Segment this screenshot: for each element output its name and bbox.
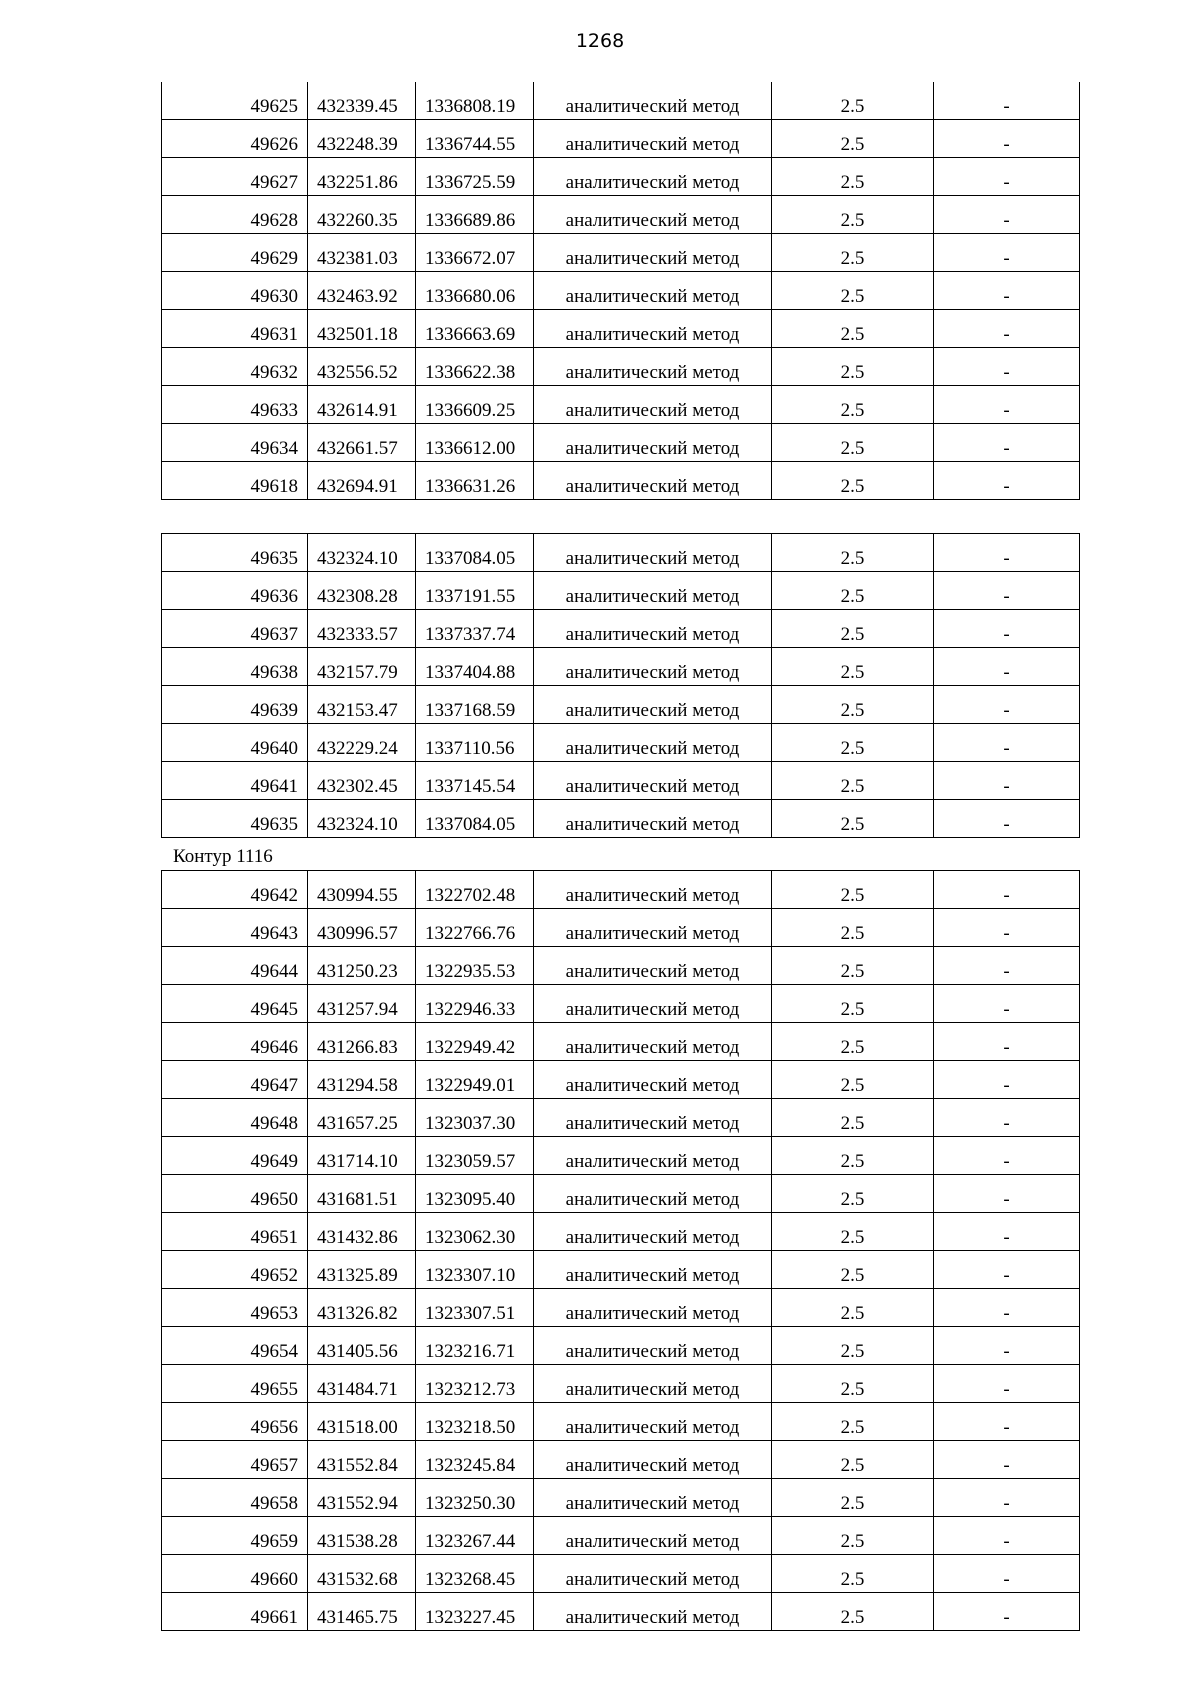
y-coordinate-cell: 1337168.59 bbox=[416, 686, 534, 724]
method-cell: аналитический метод bbox=[534, 1023, 772, 1061]
accuracy-cell: 2.5 bbox=[772, 1479, 934, 1517]
point-number-cell: 49642 bbox=[162, 871, 308, 909]
method-cell: аналитический метод bbox=[534, 1517, 772, 1555]
method-cell: аналитический метод bbox=[534, 386, 772, 424]
table-row bbox=[162, 1327, 1080, 1365]
x-coordinate-cell: 431405.56 bbox=[308, 1327, 416, 1365]
y-coordinate-cell: 1336672.07 bbox=[416, 234, 534, 272]
x-coordinate-cell: 431681.51 bbox=[308, 1175, 416, 1213]
y-coordinate-cell: 1336612.00 bbox=[416, 424, 534, 462]
y-coordinate-cell: 1336663.69 bbox=[416, 310, 534, 348]
note-cell: - bbox=[934, 1403, 1080, 1441]
point-number-cell: 49659 bbox=[162, 1517, 308, 1555]
y-coordinate-cell: 1336744.55 bbox=[416, 120, 534, 158]
method-cell: аналитический метод bbox=[534, 348, 772, 386]
method-cell: аналитический метод bbox=[534, 234, 772, 272]
accuracy-cell: 2.5 bbox=[772, 534, 934, 572]
note-cell: - bbox=[934, 1441, 1080, 1479]
x-coordinate-cell: 431714.10 bbox=[308, 1137, 416, 1175]
note-cell: - bbox=[934, 800, 1080, 838]
method-cell: аналитический метод bbox=[534, 158, 772, 196]
y-coordinate-cell: 1337145.54 bbox=[416, 762, 534, 800]
method-cell: аналитический метод bbox=[534, 1555, 772, 1593]
y-coordinate-cell: 1336680.06 bbox=[416, 272, 534, 310]
point-number-cell: 49660 bbox=[162, 1555, 308, 1593]
note-cell: - bbox=[934, 762, 1080, 800]
point-number-cell: 49647 bbox=[162, 1061, 308, 1099]
table-row bbox=[162, 120, 1080, 158]
note-cell: - bbox=[934, 82, 1080, 120]
table-row bbox=[162, 947, 1080, 985]
point-number-cell: 49655 bbox=[162, 1365, 308, 1403]
note-cell: - bbox=[934, 348, 1080, 386]
y-coordinate-cell: 1336808.19 bbox=[416, 82, 534, 120]
point-number-cell: 49657 bbox=[162, 1441, 308, 1479]
accuracy-cell: 2.5 bbox=[772, 1061, 934, 1099]
x-coordinate-cell: 432308.28 bbox=[308, 572, 416, 610]
table-row bbox=[162, 1441, 1080, 1479]
method-cell: аналитический метод bbox=[534, 909, 772, 947]
note-cell: - bbox=[934, 648, 1080, 686]
x-coordinate-cell: 432251.86 bbox=[308, 158, 416, 196]
method-cell: аналитический метод bbox=[534, 462, 772, 500]
accuracy-cell: 2.5 bbox=[772, 1137, 934, 1175]
accuracy-cell: 2.5 bbox=[772, 1441, 934, 1479]
x-coordinate-cell: 432229.24 bbox=[308, 724, 416, 762]
x-coordinate-cell: 432381.03 bbox=[308, 234, 416, 272]
point-number-cell: 49643 bbox=[162, 909, 308, 947]
point-number-cell: 49627 bbox=[162, 158, 308, 196]
note-cell: - bbox=[934, 871, 1080, 909]
note-cell: - bbox=[934, 1213, 1080, 1251]
note-cell: - bbox=[934, 909, 1080, 947]
note-cell: - bbox=[934, 1023, 1080, 1061]
method-cell: аналитический метод bbox=[534, 947, 772, 985]
y-coordinate-cell: 1322766.76 bbox=[416, 909, 534, 947]
accuracy-cell: 2.5 bbox=[772, 985, 934, 1023]
point-number-cell: 49661 bbox=[162, 1593, 308, 1631]
note-cell: - bbox=[934, 1593, 1080, 1631]
table-row bbox=[162, 909, 1080, 947]
y-coordinate-cell: 1337191.55 bbox=[416, 572, 534, 610]
point-number-cell: 49649 bbox=[162, 1137, 308, 1175]
note-cell: - bbox=[934, 1175, 1080, 1213]
table-row bbox=[162, 1175, 1080, 1213]
accuracy-cell: 2.5 bbox=[772, 348, 934, 386]
table-row bbox=[162, 1213, 1080, 1251]
x-coordinate-cell: 431538.28 bbox=[308, 1517, 416, 1555]
y-coordinate-cell: 1323307.51 bbox=[416, 1289, 534, 1327]
coordinates-table-1 bbox=[161, 82, 1080, 500]
x-coordinate-cell: 431326.82 bbox=[308, 1289, 416, 1327]
x-coordinate-cell: 431465.75 bbox=[308, 1593, 416, 1631]
point-number-cell: 49653 bbox=[162, 1289, 308, 1327]
accuracy-cell: 2.5 bbox=[772, 1251, 934, 1289]
table-row bbox=[162, 424, 1080, 462]
point-number-cell: 49637 bbox=[162, 610, 308, 648]
point-number-cell: 49633 bbox=[162, 386, 308, 424]
table-row bbox=[162, 462, 1080, 500]
x-coordinate-cell: 432248.39 bbox=[308, 120, 416, 158]
y-coordinate-cell: 1323268.45 bbox=[416, 1555, 534, 1593]
accuracy-cell: 2.5 bbox=[772, 686, 934, 724]
point-number-cell: 49656 bbox=[162, 1403, 308, 1441]
y-coordinate-cell: 1337404.88 bbox=[416, 648, 534, 686]
method-cell: аналитический метод bbox=[534, 686, 772, 724]
coordinates-table-2 bbox=[161, 533, 1080, 838]
table-row bbox=[162, 1593, 1080, 1631]
x-coordinate-cell: 432501.18 bbox=[308, 310, 416, 348]
accuracy-cell: 2.5 bbox=[772, 1289, 934, 1327]
table-row bbox=[162, 800, 1080, 838]
x-coordinate-cell: 430994.55 bbox=[308, 871, 416, 909]
accuracy-cell: 2.5 bbox=[772, 800, 934, 838]
x-coordinate-cell: 432463.92 bbox=[308, 272, 416, 310]
note-cell: - bbox=[934, 610, 1080, 648]
accuracy-cell: 2.5 bbox=[772, 610, 934, 648]
note-cell: - bbox=[934, 686, 1080, 724]
method-cell: аналитический метод bbox=[534, 120, 772, 158]
x-coordinate-cell: 431266.83 bbox=[308, 1023, 416, 1061]
accuracy-cell: 2.5 bbox=[772, 1099, 934, 1137]
y-coordinate-cell: 1336631.26 bbox=[416, 462, 534, 500]
x-coordinate-cell: 432339.45 bbox=[308, 82, 416, 120]
point-number-cell: 49626 bbox=[162, 120, 308, 158]
y-coordinate-cell: 1322946.33 bbox=[416, 985, 534, 1023]
y-coordinate-cell: 1323212.73 bbox=[416, 1365, 534, 1403]
y-coordinate-cell: 1323250.30 bbox=[416, 1479, 534, 1517]
method-cell: аналитический метод bbox=[534, 724, 772, 762]
x-coordinate-cell: 431552.94 bbox=[308, 1479, 416, 1517]
point-number-cell: 49658 bbox=[162, 1479, 308, 1517]
accuracy-cell: 2.5 bbox=[772, 724, 934, 762]
point-number-cell: 49628 bbox=[162, 196, 308, 234]
accuracy-cell: 2.5 bbox=[772, 82, 934, 120]
note-cell: - bbox=[934, 424, 1080, 462]
table-row bbox=[162, 610, 1080, 648]
point-number-cell: 49625 bbox=[162, 82, 308, 120]
note-cell: - bbox=[934, 985, 1080, 1023]
x-coordinate-cell: 431250.23 bbox=[308, 947, 416, 985]
accuracy-cell: 2.5 bbox=[772, 462, 934, 500]
method-cell: аналитический метод bbox=[534, 534, 772, 572]
x-coordinate-cell: 432556.52 bbox=[308, 348, 416, 386]
method-cell: аналитический метод bbox=[534, 1137, 772, 1175]
note-cell: - bbox=[934, 310, 1080, 348]
y-coordinate-cell: 1337084.05 bbox=[416, 800, 534, 838]
table-row bbox=[162, 234, 1080, 272]
point-number-cell: 49636 bbox=[162, 572, 308, 610]
method-cell: аналитический метод bbox=[534, 648, 772, 686]
y-coordinate-cell: 1323216.71 bbox=[416, 1327, 534, 1365]
contour-label: Контур 1116 bbox=[173, 846, 273, 867]
y-coordinate-cell: 1323267.44 bbox=[416, 1517, 534, 1555]
note-cell: - bbox=[934, 947, 1080, 985]
x-coordinate-cell: 431552.84 bbox=[308, 1441, 416, 1479]
accuracy-cell: 2.5 bbox=[772, 871, 934, 909]
note-cell: - bbox=[934, 462, 1080, 500]
point-number-cell: 49635 bbox=[162, 800, 308, 838]
y-coordinate-cell: 1323227.45 bbox=[416, 1593, 534, 1631]
point-number-cell: 49631 bbox=[162, 310, 308, 348]
accuracy-cell: 2.5 bbox=[772, 1175, 934, 1213]
point-number-cell: 49638 bbox=[162, 648, 308, 686]
table-row bbox=[162, 348, 1080, 386]
point-number-cell: 49640 bbox=[162, 724, 308, 762]
note-cell: - bbox=[934, 1555, 1080, 1593]
table-row bbox=[162, 310, 1080, 348]
note-cell: - bbox=[934, 1289, 1080, 1327]
point-number-cell: 49629 bbox=[162, 234, 308, 272]
method-cell: аналитический метод bbox=[534, 1251, 772, 1289]
x-coordinate-cell: 431518.00 bbox=[308, 1403, 416, 1441]
table-row bbox=[162, 534, 1080, 572]
accuracy-cell: 2.5 bbox=[772, 1555, 934, 1593]
table-row bbox=[162, 762, 1080, 800]
table-row bbox=[162, 272, 1080, 310]
y-coordinate-cell: 1323059.57 bbox=[416, 1137, 534, 1175]
point-number-cell: 49632 bbox=[162, 348, 308, 386]
accuracy-cell: 2.5 bbox=[772, 310, 934, 348]
point-number-cell: 49618 bbox=[162, 462, 308, 500]
method-cell: аналитический метод bbox=[534, 572, 772, 610]
table-row bbox=[162, 1403, 1080, 1441]
y-coordinate-cell: 1323307.10 bbox=[416, 1251, 534, 1289]
point-number-cell: 49652 bbox=[162, 1251, 308, 1289]
accuracy-cell: 2.5 bbox=[772, 234, 934, 272]
method-cell: аналитический метод bbox=[534, 1289, 772, 1327]
y-coordinate-cell: 1336689.86 bbox=[416, 196, 534, 234]
accuracy-cell: 2.5 bbox=[772, 424, 934, 462]
y-coordinate-cell: 1323245.84 bbox=[416, 1441, 534, 1479]
x-coordinate-cell: 431432.86 bbox=[308, 1213, 416, 1251]
table-row bbox=[162, 1023, 1080, 1061]
table-row bbox=[162, 1099, 1080, 1137]
method-cell: аналитический метод bbox=[534, 1479, 772, 1517]
y-coordinate-cell: 1322702.48 bbox=[416, 871, 534, 909]
table-row bbox=[162, 1365, 1080, 1403]
method-cell: аналитический метод bbox=[534, 1061, 772, 1099]
x-coordinate-cell: 432324.10 bbox=[308, 800, 416, 838]
table-row bbox=[162, 572, 1080, 610]
note-cell: - bbox=[934, 234, 1080, 272]
note-cell: - bbox=[934, 1365, 1080, 1403]
y-coordinate-cell: 1323037.30 bbox=[416, 1099, 534, 1137]
accuracy-cell: 2.5 bbox=[772, 1023, 934, 1061]
method-cell: аналитический метод bbox=[534, 985, 772, 1023]
y-coordinate-cell: 1336622.38 bbox=[416, 348, 534, 386]
table-row bbox=[162, 1251, 1080, 1289]
y-coordinate-cell: 1337337.74 bbox=[416, 610, 534, 648]
method-cell: аналитический метод bbox=[534, 310, 772, 348]
x-coordinate-cell: 432324.10 bbox=[308, 534, 416, 572]
accuracy-cell: 2.5 bbox=[772, 1365, 934, 1403]
method-cell: аналитический метод bbox=[534, 272, 772, 310]
note-cell: - bbox=[934, 1517, 1080, 1555]
accuracy-cell: 2.5 bbox=[772, 272, 934, 310]
accuracy-cell: 2.5 bbox=[772, 572, 934, 610]
method-cell: аналитический метод bbox=[534, 610, 772, 648]
note-cell: - bbox=[934, 1251, 1080, 1289]
table-row bbox=[162, 871, 1080, 909]
table-row bbox=[162, 386, 1080, 424]
note-cell: - bbox=[934, 196, 1080, 234]
point-number-cell: 49634 bbox=[162, 424, 308, 462]
y-coordinate-cell: 1323218.50 bbox=[416, 1403, 534, 1441]
table-row bbox=[162, 686, 1080, 724]
note-cell: - bbox=[934, 272, 1080, 310]
table-row bbox=[162, 1517, 1080, 1555]
accuracy-cell: 2.5 bbox=[772, 1593, 934, 1631]
x-coordinate-cell: 431257.94 bbox=[308, 985, 416, 1023]
note-cell: - bbox=[934, 534, 1080, 572]
x-coordinate-cell: 431484.71 bbox=[308, 1365, 416, 1403]
note-cell: - bbox=[934, 158, 1080, 196]
note-cell: - bbox=[934, 1061, 1080, 1099]
method-cell: аналитический метод bbox=[534, 1099, 772, 1137]
method-cell: аналитический метод bbox=[534, 424, 772, 462]
note-cell: - bbox=[934, 724, 1080, 762]
accuracy-cell: 2.5 bbox=[772, 196, 934, 234]
method-cell: аналитический метод bbox=[534, 800, 772, 838]
x-coordinate-cell: 432333.57 bbox=[308, 610, 416, 648]
point-number-cell: 49635 bbox=[162, 534, 308, 572]
table-row bbox=[162, 196, 1080, 234]
x-coordinate-cell: 432153.47 bbox=[308, 686, 416, 724]
x-coordinate-cell: 430996.57 bbox=[308, 909, 416, 947]
table-row bbox=[162, 985, 1080, 1023]
y-coordinate-cell: 1322949.01 bbox=[416, 1061, 534, 1099]
point-number-cell: 49650 bbox=[162, 1175, 308, 1213]
method-cell: аналитический метод bbox=[534, 1365, 772, 1403]
method-cell: аналитический метод bbox=[534, 1441, 772, 1479]
point-number-cell: 49648 bbox=[162, 1099, 308, 1137]
accuracy-cell: 2.5 bbox=[772, 120, 934, 158]
accuracy-cell: 2.5 bbox=[772, 1517, 934, 1555]
y-coordinate-cell: 1322949.42 bbox=[416, 1023, 534, 1061]
table-row bbox=[162, 724, 1080, 762]
accuracy-cell: 2.5 bbox=[772, 1327, 934, 1365]
note-cell: - bbox=[934, 572, 1080, 610]
x-coordinate-cell: 432694.91 bbox=[308, 462, 416, 500]
coordinates-table-contour-1116 bbox=[161, 870, 1080, 1631]
x-coordinate-cell: 432157.79 bbox=[308, 648, 416, 686]
table-row bbox=[162, 1555, 1080, 1593]
accuracy-cell: 2.5 bbox=[772, 947, 934, 985]
table-row bbox=[162, 1137, 1080, 1175]
method-cell: аналитический метод bbox=[534, 1593, 772, 1631]
table-row bbox=[162, 158, 1080, 196]
x-coordinate-cell: 432661.57 bbox=[308, 424, 416, 462]
point-number-cell: 49654 bbox=[162, 1327, 308, 1365]
y-coordinate-cell: 1323062.30 bbox=[416, 1213, 534, 1251]
note-cell: - bbox=[934, 386, 1080, 424]
x-coordinate-cell: 431294.58 bbox=[308, 1061, 416, 1099]
x-coordinate-cell: 432302.45 bbox=[308, 762, 416, 800]
accuracy-cell: 2.5 bbox=[772, 158, 934, 196]
x-coordinate-cell: 431532.68 bbox=[308, 1555, 416, 1593]
method-cell: аналитический метод bbox=[534, 82, 772, 120]
method-cell: аналитический метод bbox=[534, 762, 772, 800]
table-row bbox=[162, 1479, 1080, 1517]
note-cell: - bbox=[934, 120, 1080, 158]
accuracy-cell: 2.5 bbox=[772, 386, 934, 424]
method-cell: аналитический метод bbox=[534, 1175, 772, 1213]
point-number-cell: 49630 bbox=[162, 272, 308, 310]
x-coordinate-cell: 432260.35 bbox=[308, 196, 416, 234]
accuracy-cell: 2.5 bbox=[772, 1403, 934, 1441]
y-coordinate-cell: 1337110.56 bbox=[416, 724, 534, 762]
x-coordinate-cell: 432614.91 bbox=[308, 386, 416, 424]
y-coordinate-cell: 1336609.25 bbox=[416, 386, 534, 424]
y-coordinate-cell: 1336725.59 bbox=[416, 158, 534, 196]
point-number-cell: 49651 bbox=[162, 1213, 308, 1251]
table-row bbox=[162, 1289, 1080, 1327]
method-cell: аналитический метод bbox=[534, 1403, 772, 1441]
point-number-cell: 49645 bbox=[162, 985, 308, 1023]
point-number-cell: 49644 bbox=[162, 947, 308, 985]
method-cell: аналитический метод bbox=[534, 1327, 772, 1365]
accuracy-cell: 2.5 bbox=[772, 762, 934, 800]
table-row bbox=[162, 1061, 1080, 1099]
note-cell: - bbox=[934, 1327, 1080, 1365]
note-cell: - bbox=[934, 1137, 1080, 1175]
method-cell: аналитический метод bbox=[534, 196, 772, 234]
table-row bbox=[162, 82, 1080, 120]
y-coordinate-cell: 1337084.05 bbox=[416, 534, 534, 572]
method-cell: аналитический метод bbox=[534, 871, 772, 909]
point-number-cell: 49641 bbox=[162, 762, 308, 800]
method-cell: аналитический метод bbox=[534, 1213, 772, 1251]
accuracy-cell: 2.5 bbox=[772, 1213, 934, 1251]
point-number-cell: 49639 bbox=[162, 686, 308, 724]
page-number: 1268 bbox=[575, 30, 625, 52]
note-cell: - bbox=[934, 1479, 1080, 1517]
point-number-cell: 49646 bbox=[162, 1023, 308, 1061]
x-coordinate-cell: 431657.25 bbox=[308, 1099, 416, 1137]
y-coordinate-cell: 1322935.53 bbox=[416, 947, 534, 985]
accuracy-cell: 2.5 bbox=[772, 909, 934, 947]
y-coordinate-cell: 1323095.40 bbox=[416, 1175, 534, 1213]
note-cell: - bbox=[934, 1099, 1080, 1137]
accuracy-cell: 2.5 bbox=[772, 648, 934, 686]
table-row bbox=[162, 648, 1080, 686]
x-coordinate-cell: 431325.89 bbox=[308, 1251, 416, 1289]
